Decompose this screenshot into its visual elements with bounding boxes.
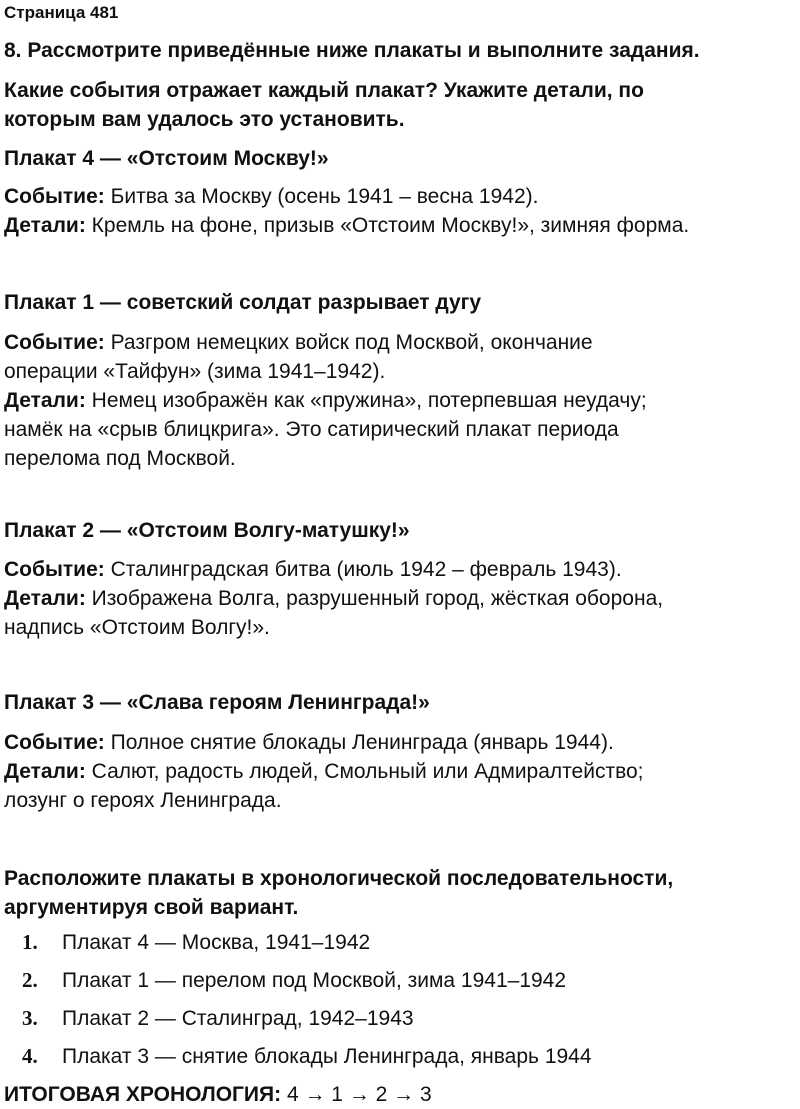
poster-title bbox=[4, 516, 800, 545]
poster-title bbox=[4, 688, 800, 717]
details-label: Детали: bbox=[4, 587, 86, 610]
details-text: надпись «Отстоим Волгу!». bbox=[4, 616, 270, 639]
order-item bbox=[22, 1004, 414, 1033]
poster-description bbox=[4, 555, 800, 642]
poster-title-text: Плакат 2 — «Отстоим Волгу-матушку!» bbox=[4, 519, 410, 542]
event-label: Событие: bbox=[4, 185, 105, 208]
poster-title bbox=[4, 288, 800, 317]
order-number: 1. bbox=[22, 930, 38, 954]
order-item bbox=[22, 928, 370, 957]
event-label: Событие: bbox=[4, 558, 105, 581]
order-text: Плакат 1 — перелом под Москвой, зима 1941–1942 bbox=[62, 969, 567, 992]
event-text: Разгром немецких войск под Москвой, окончание bbox=[104, 331, 593, 354]
details-text: намёк на «срыв блицкрига». Это сатирический плакат периода bbox=[4, 418, 619, 441]
order-number: 4. bbox=[22, 1044, 38, 1068]
order-item bbox=[22, 1042, 592, 1071]
event-text: Сталинградская битва (июль 1942 – февраль 1943). bbox=[104, 558, 622, 581]
details-text: лозунг о героях Ленинграда. bbox=[4, 789, 282, 812]
poster-description bbox=[4, 728, 800, 815]
event-text: операции «Тайфун» (зима 1941–1942). bbox=[4, 360, 386, 383]
poster-description bbox=[4, 182, 800, 240]
details-label: Детали: bbox=[4, 214, 86, 237]
event-text: Битва за Москву (осень 1941 – весна 1942). bbox=[104, 185, 539, 208]
details-text: Салют, радость людей, Смольный или Адмиралтейство; bbox=[85, 760, 644, 783]
event-label: Событие: bbox=[4, 731, 105, 754]
poster-title-text: Плакат 4 — «Отстоим Москву!» bbox=[4, 147, 329, 170]
order-text: Плакат 3 — снятие блокады Ленинграда, январь 1944 bbox=[62, 1045, 592, 1068]
final-label: ИТОГОВАЯ ХРОНОЛОГИЯ: bbox=[4, 1083, 282, 1106]
order-text: Плакат 2 — Сталинград, 1942–1943 bbox=[62, 1007, 414, 1030]
details-label: Детали: bbox=[4, 760, 86, 783]
details-text: Немец изображён как «пружина», потерпевшая неудачу; bbox=[85, 389, 647, 412]
question-line: которым вам удалось это установить. bbox=[4, 108, 405, 131]
poster-title bbox=[4, 144, 800, 173]
order-text: Плакат 4 — Москва, 1941–1942 bbox=[62, 931, 371, 954]
poster-title-text: Плакат 3 — «Слава героям Ленинграда!» bbox=[4, 691, 430, 714]
details-text: Изображена Волга, разрушенный город, жёсткая оборона, bbox=[85, 587, 664, 610]
final-chronology bbox=[4, 1080, 800, 1109]
page-label: Страница 481 bbox=[4, 3, 119, 22]
question-2 bbox=[4, 864, 800, 922]
event-text: Полное снятие блокады Ленинграда (январь 1944). bbox=[104, 731, 614, 754]
details-text: перелома под Москвой. bbox=[4, 447, 236, 470]
question-line: аргументируя свой вариант. bbox=[4, 896, 299, 919]
task-title bbox=[4, 36, 800, 65]
details-text: Кремль на фоне, призыв «Отстоим Москву!», зимняя форма. bbox=[85, 214, 690, 237]
order-item bbox=[22, 966, 566, 995]
event-label: Событие: bbox=[4, 331, 105, 354]
poster-title-text: Плакат 1 — советский солдат разрывает дугу bbox=[4, 291, 482, 314]
question-line: Расположите плакаты в хронологической последовательности, bbox=[4, 867, 674, 890]
order-number: 2. bbox=[22, 968, 38, 992]
poster-description bbox=[4, 328, 800, 473]
question-1 bbox=[4, 76, 800, 134]
order-number: 3. bbox=[22, 1006, 38, 1030]
details-label: Детали: bbox=[4, 389, 86, 412]
question-line: Какие события отражает каждый плакат? Укажите детали, по bbox=[4, 79, 644, 102]
final-value: 4 → 1 → 2 → 3 bbox=[281, 1083, 432, 1106]
task-text: 8. Рассмотрите приведённые ниже плакаты и выполните задания. bbox=[4, 39, 700, 62]
